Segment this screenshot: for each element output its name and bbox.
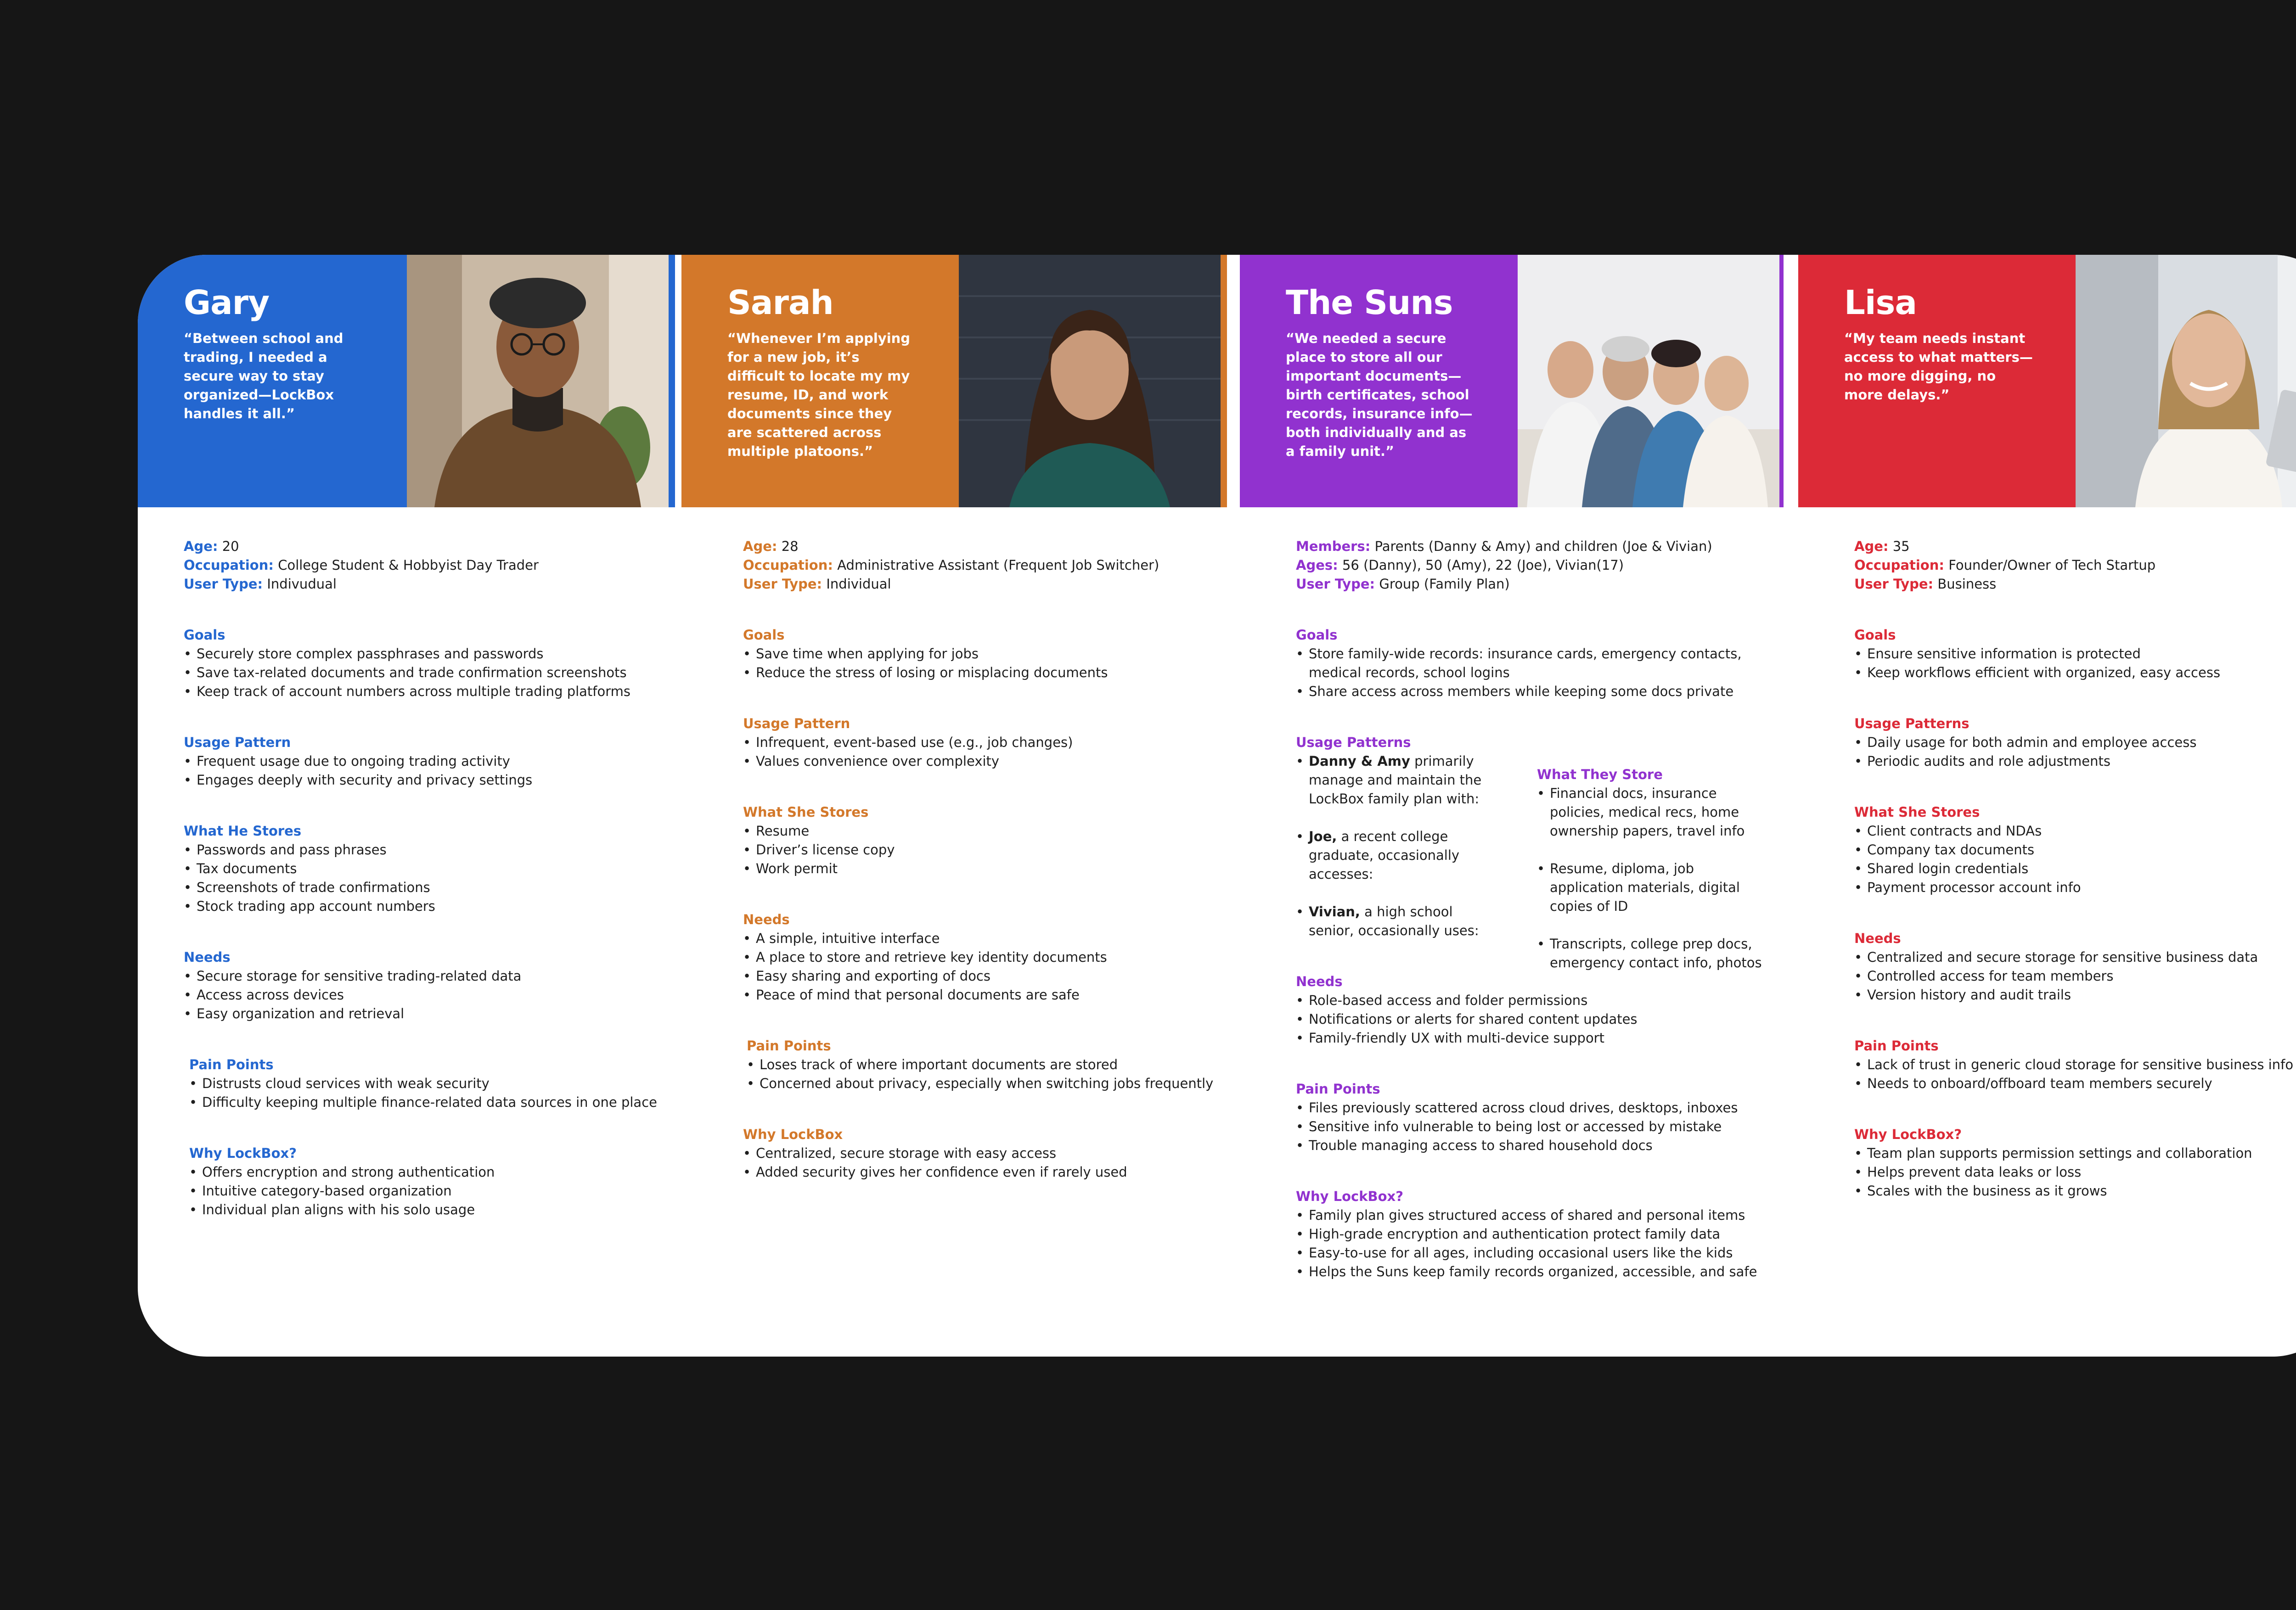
list-item: • Financial docs, insurance policies, medical recs, home ownership papers, travel info: [1537, 784, 1762, 841]
list-item: • Trouble managing access to shared household docs: [1296, 1136, 1806, 1155]
age-value: 20: [222, 539, 239, 554]
list-item: • Easy sharing and exporting of docs: [743, 967, 1244, 986]
color-divider: [1221, 255, 1227, 507]
persona-details-sarah: [743, 537, 1244, 1182]
stores-title: What They Store: [1537, 767, 1663, 782]
why-list: [1854, 1144, 2296, 1200]
usage-title: Usage Pattern: [184, 735, 291, 750]
pain-title: Pain Points: [1854, 1038, 1939, 1054]
color-divider: [669, 255, 675, 507]
stores-title: What She Stores: [1854, 804, 1980, 820]
usage-title: Usage Patterns: [1296, 735, 1411, 750]
list-item: • Ensure sensitive information is protected: [1854, 645, 2296, 663]
member-usage: a recent college graduate, occasionally accesses:: [1309, 829, 1460, 882]
user-type-label: User Type:: [743, 576, 822, 592]
occupation-row: [743, 556, 1244, 575]
list-item: • A place to store and retrieve key identity documents: [743, 948, 1244, 967]
header-text-panel: [681, 255, 959, 507]
list-item: • Loses track of where important documents are stored: [747, 1055, 1244, 1074]
member-usage: primarily manage and maintain the LockBox family plan with:: [1309, 753, 1482, 807]
list-item: • Notifications or alerts for shared content updates: [1296, 1010, 1806, 1029]
age-label: Age:: [184, 539, 218, 554]
list-item: • High-grade encryption and authentication protect family data: [1296, 1225, 1806, 1244]
list-item: • Offers encryption and strong authentication: [189, 1163, 680, 1182]
usage-title: Usage Pattern: [743, 716, 850, 731]
why-list: [743, 1144, 1244, 1182]
list-item: • Passwords and pass phrases: [184, 841, 680, 859]
member-name: Vivian,: [1309, 904, 1360, 920]
age-row: [1854, 537, 2296, 556]
ages-row: [1296, 556, 1806, 575]
occupation-value: College Student & Hobbyist Day Trader: [278, 557, 539, 573]
list-item: • Helps prevent data leaks or loss: [1854, 1163, 2296, 1182]
occupation-row: [184, 556, 680, 575]
list-item: • Family plan gives structured access of shared and personal items: [1296, 1206, 1806, 1225]
list-item: • Sensitive info vulnerable to being lost or accessed by mistake: [1296, 1117, 1806, 1136]
persona-name: The Suns: [1286, 283, 1453, 322]
persona-quote: “My team needs instant access to what matters— no more digging, no more delays.”: [1844, 331, 2033, 403]
user-type-row: [743, 575, 1244, 594]
list-item: • Role-based access and folder permissions: [1296, 991, 1806, 1010]
list-item: • Work permit: [743, 859, 1244, 878]
age-value: 28: [781, 539, 799, 554]
list-item: • Resume, diploma, job application materials, digital copies of ID: [1537, 859, 1762, 916]
header-text-panel: [1240, 255, 1518, 507]
pain-title: Pain Points: [747, 1038, 831, 1054]
list-item: • Screenshots of trade confirmations: [184, 878, 680, 897]
list-item: • Easy-to-use for all ages, including occasional users like the kids: [1296, 1244, 1806, 1262]
list-item: • Save tax-related documents and trade confirmation screenshots: [184, 663, 680, 682]
goals-title: Goals: [1296, 627, 1338, 643]
why-title: Why LockBox?: [1296, 1189, 1404, 1204]
list-item: • Infrequent, event-based use (e.g., job changes): [743, 733, 1244, 752]
list-item: • Store family-wide records: insurance cards, emergency contacts, medical records, school logins: [1296, 645, 1806, 682]
usage-title: Usage Patterns: [1854, 716, 1970, 731]
persona-header-lisa: [1798, 255, 2296, 507]
persona-photo-lisa: [2076, 255, 2296, 507]
list-item: • Team plan supports permission settings and collaboration: [1854, 1144, 2296, 1163]
why-title: Why LockBox?: [1854, 1127, 1962, 1142]
list-item: • Company tax documents: [1854, 841, 2296, 859]
needs-title: Needs: [1854, 931, 1901, 946]
pain-list: [1296, 1099, 1806, 1155]
needs-list: [1854, 948, 2296, 1004]
list-item: • Shared login credentials: [1854, 859, 2296, 878]
members-value: Parents (Danny & Amy) and children (Joe & Vivian): [1374, 539, 1712, 554]
persona-photo-sarah: [959, 255, 1221, 507]
stores-list: [1537, 784, 1762, 972]
list-item: • Easy organization and retrieval: [184, 1004, 680, 1023]
stores-title: What She Stores: [743, 804, 869, 820]
occupation-label: Occupation:: [184, 557, 274, 573]
persona-quote: “We needed a secure place to store all our important documents— birth certificates, school records, insurance info— both individually and as a family unit.”: [1286, 331, 1473, 459]
member-name: Danny & Amy: [1309, 753, 1410, 769]
list-item: • Peace of mind that personal documents are safe: [743, 986, 1244, 1004]
list-item: • Share access across members while keeping some docs private: [1296, 682, 1806, 701]
needs-list: [743, 929, 1244, 1004]
why-title: Why LockBox?: [189, 1145, 297, 1161]
list-item: • Helps the Suns keep family records organized, accessible, and safe: [1296, 1262, 1806, 1281]
needs-list: [184, 967, 680, 1023]
user-type-value: Indivudual: [267, 576, 337, 592]
stores-column: [1537, 733, 1762, 972]
age-row: [184, 537, 680, 556]
user-type-label: User Type:: [1296, 576, 1375, 592]
list-item: • Distrusts cloud services with weak security: [189, 1074, 680, 1093]
usage-list: [1854, 733, 2296, 771]
pain-list: [189, 1074, 680, 1112]
usage-and-stores: [1296, 733, 1806, 970]
needs-title: Needs: [1296, 974, 1343, 989]
list-item: • Centralized and secure storage for sensitive business data: [1854, 948, 2296, 967]
occupation-label: Occupation:: [1854, 557, 1944, 573]
list-item: • Keep workflows efficient with organized, easy access: [1854, 663, 2296, 682]
persona-details-suns: [1296, 537, 1806, 1281]
member-usage: a high school senior, occasionally uses:: [1309, 904, 1479, 938]
member-name: Joe,: [1309, 829, 1337, 844]
list-item: • Intuitive category-based organization: [189, 1182, 680, 1200]
list-item: • Engages deeply with security and privacy settings: [184, 771, 680, 790]
user-type-label: User Type:: [184, 576, 263, 592]
needs-list: [1296, 991, 1806, 1048]
list-item: • Securely store complex passphrases and passwords: [184, 645, 680, 663]
user-type-row: [1296, 575, 1806, 594]
user-type-value: Individual: [826, 576, 891, 592]
list-item: • Values convenience over complexity: [743, 752, 1244, 771]
ages-value: 56 (Danny), 50 (Amy), 22 (Joe), Vivian(17): [1342, 557, 1624, 573]
pain-title: Pain Points: [1296, 1081, 1380, 1097]
occupation-value: Administrative Assistant (Frequent Job Switcher): [837, 557, 1159, 573]
goals-list: [743, 645, 1244, 682]
list-item: • Transcripts, college prep docs, emergency contact info, photos: [1537, 935, 1762, 972]
age-label: Age:: [1854, 539, 1889, 554]
stores-list: [743, 822, 1244, 878]
needs-title: Needs: [184, 949, 231, 965]
user-type-label: User Type:: [1854, 576, 1934, 592]
age-value: 35: [1892, 539, 1910, 554]
persona-name: Gary: [184, 283, 270, 322]
pain-list: [747, 1055, 1244, 1093]
list-item: • Needs to onboard/offboard team members securely: [1854, 1074, 2296, 1093]
goals-title: Goals: [184, 627, 225, 643]
list-item: • Individual plan aligns with his solo usage: [189, 1200, 680, 1219]
pain-list: [1854, 1055, 2296, 1093]
list-item: • Resume: [743, 822, 1244, 841]
pain-title: Pain Points: [189, 1057, 274, 1072]
list-item: • Controlled access for team members: [1854, 967, 2296, 986]
persona-header-sarah: [681, 255, 1227, 507]
list-item: • Tax documents: [184, 859, 680, 878]
list-item: • Family-friendly UX with multi-device support: [1296, 1029, 1806, 1048]
header-text-panel: [1798, 255, 2076, 507]
stores-list: [184, 841, 680, 916]
age-label: Age:: [743, 539, 777, 554]
persona-header-gary: [138, 255, 675, 507]
user-type-value: Group (Family Plan): [1379, 576, 1510, 592]
list-item: • Client contracts and NDAs: [1854, 822, 2296, 841]
stores-title: What He Stores: [184, 823, 302, 839]
why-list: [1296, 1206, 1806, 1281]
occupation-label: Occupation:: [743, 557, 833, 573]
list-item: • Keep track of account numbers across multiple trading platforms: [184, 682, 680, 701]
goals-list: [184, 645, 680, 701]
list-item: • Added security gives her confidence even if rarely used: [743, 1163, 1244, 1182]
list-item: • Periodic audits and role adjustments: [1854, 752, 2296, 771]
usage-list: [184, 752, 680, 790]
occupation-value: Founder/Owner of Tech Startup: [1948, 557, 2156, 573]
list-item: • Scales with the business as it grows: [1854, 1182, 2296, 1200]
list-item: • Daily usage for both admin and employee access: [1854, 733, 2296, 752]
list-item: • Version history and audit trails: [1854, 986, 2296, 1004]
ages-label: Ages:: [1296, 557, 1338, 573]
list-item: • Reduce the stress of losing or misplacing documents: [743, 663, 1244, 682]
needs-title: Needs: [743, 912, 790, 927]
goals-list: [1854, 645, 2296, 682]
list-item: • Files previously scattered across cloud drives, desktops, inboxes: [1296, 1099, 1806, 1117]
goals-list: [1296, 645, 1806, 701]
persona-quote: “Between school and trading, I needed a secure way to stay organized—LockBox handles it all.”: [184, 331, 343, 421]
list-item: • Secure storage for sensitive trading-related data: [184, 967, 680, 986]
list-item: • Centralized, secure storage with easy access: [743, 1144, 1244, 1163]
persona-photo-gary: [407, 255, 669, 507]
why-list: [189, 1163, 680, 1219]
list-item: • Driver’s license copy: [743, 841, 1244, 859]
header-text-panel: [138, 255, 407, 507]
persona-photo-suns: [1518, 255, 1779, 507]
stores-list: [1854, 822, 2296, 897]
usage-list: [743, 733, 1244, 771]
persona-name: Sarah: [727, 283, 833, 322]
list-item: • Lack of trust in generic cloud storage for sensitive business info: [1854, 1055, 2296, 1074]
members-row: [1296, 537, 1806, 556]
persona-name: Lisa: [1844, 283, 1917, 322]
members-label: Members:: [1296, 539, 1371, 554]
occupation-row: [1854, 556, 2296, 575]
persona-board: [138, 255, 2296, 1357]
user-type-value: Business: [1937, 576, 1997, 592]
list-item: • Stock trading app account numbers: [184, 897, 680, 916]
goals-title: Goals: [743, 627, 785, 643]
list-item: • Concerned about privacy, especially when switching jobs frequently: [747, 1074, 1244, 1093]
list-item: • Access across devices: [184, 986, 680, 1004]
list-item: • A simple, intuitive interface: [743, 929, 1244, 948]
list-item: • Save time when applying for jobs: [743, 645, 1244, 663]
persona-details-lisa: [1854, 537, 2296, 1200]
age-row: [743, 537, 1244, 556]
list-item: • Frequent usage due to ongoing trading activity: [184, 752, 680, 771]
persona-quote: “Whenever I’m applying for a new job, it’s difficult to locate my my resume, ID, and work documents since they are scattered across multiple platoons.”: [727, 331, 911, 459]
list-item: • Difficulty keeping multiple finance-related data sources in one place: [189, 1093, 680, 1112]
goals-title: Goals: [1854, 627, 1896, 643]
user-type-row: [1854, 575, 2296, 594]
persona-header-suns: [1240, 255, 1784, 507]
why-title: Why LockBox: [743, 1127, 843, 1142]
list-item: • Payment processor account info: [1854, 878, 2296, 897]
color-divider: [1779, 255, 1784, 507]
persona-details-gary: [184, 537, 680, 1219]
user-type-row: [184, 575, 680, 594]
